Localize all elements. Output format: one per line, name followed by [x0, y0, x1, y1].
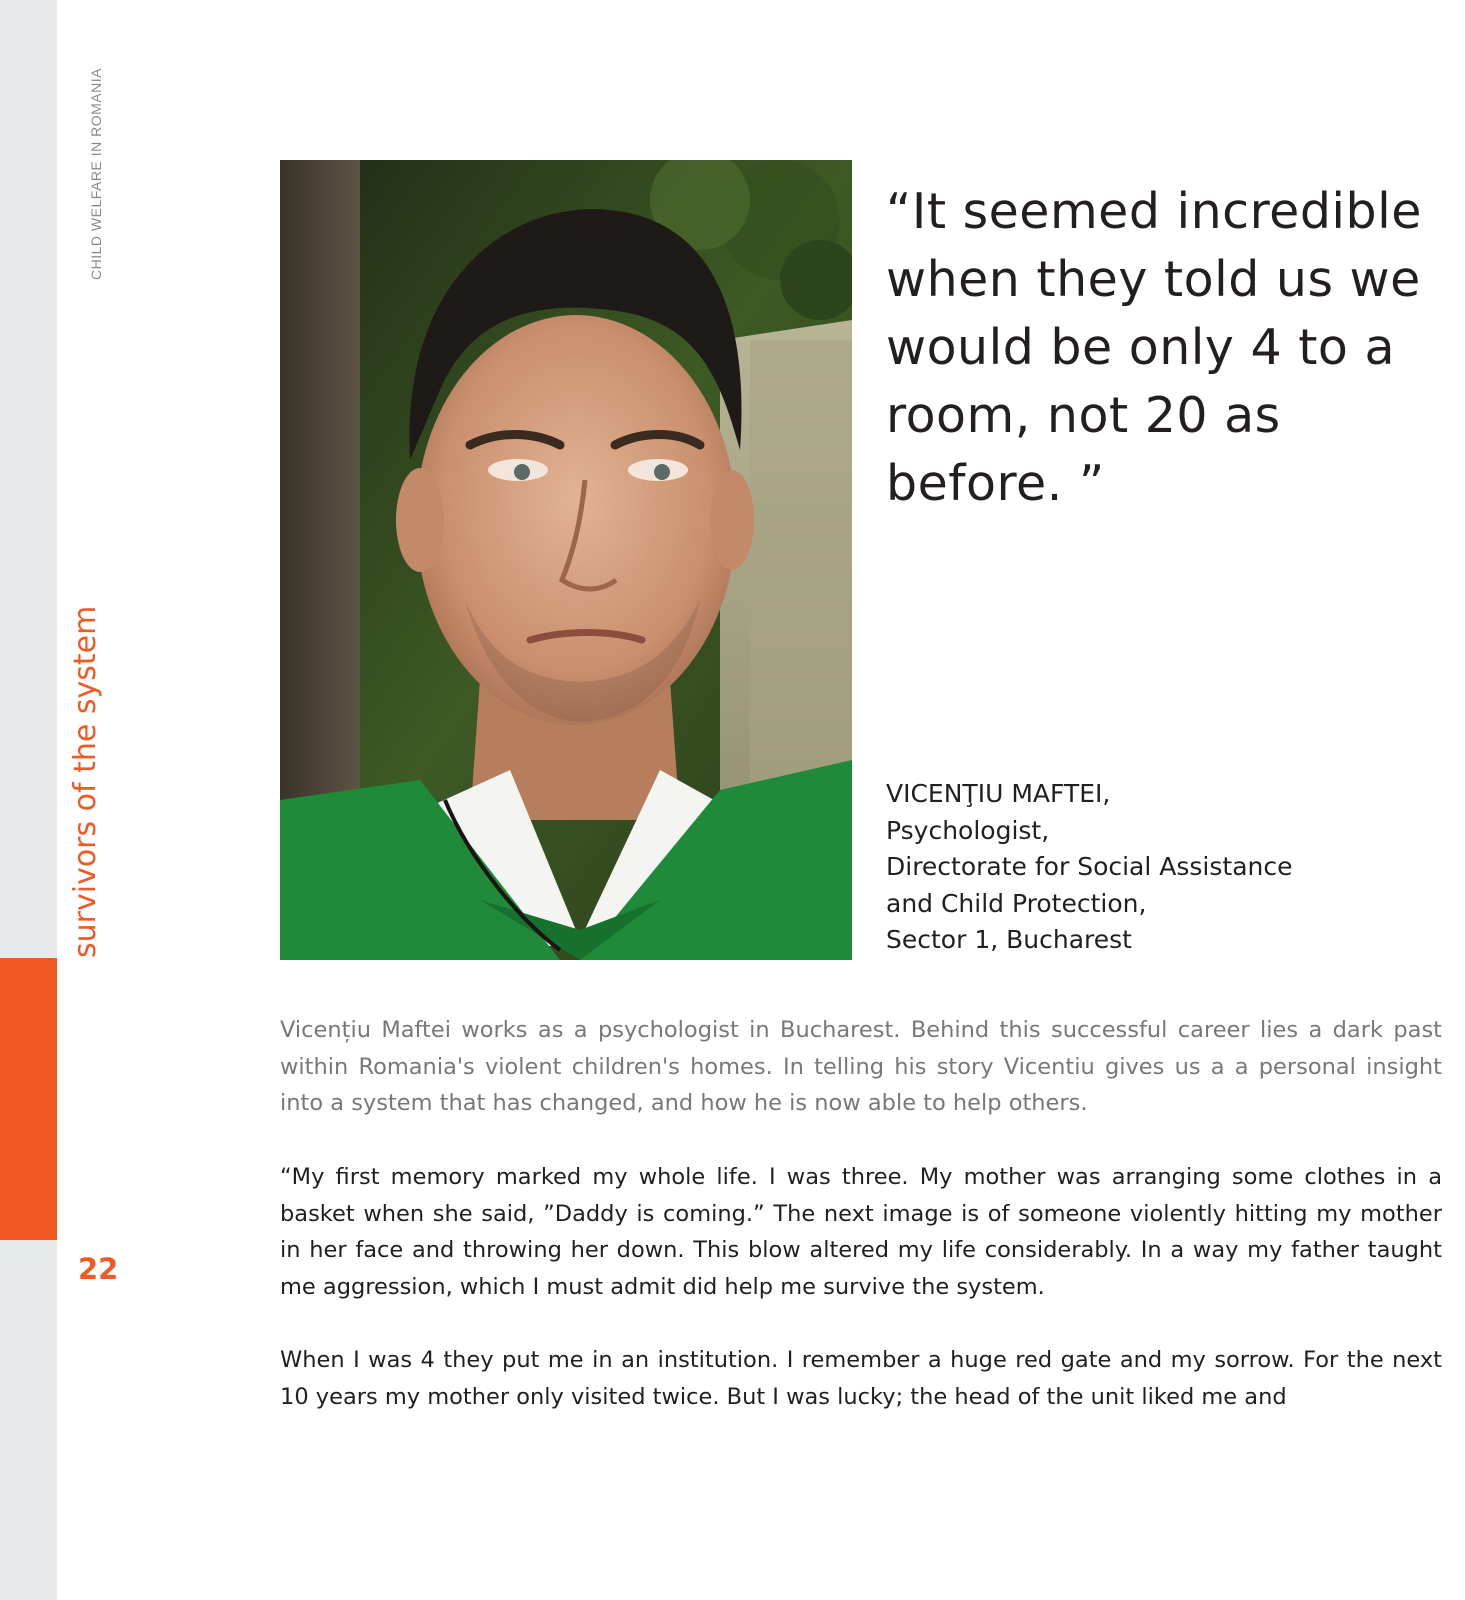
sidebar-band — [0, 0, 57, 1600]
portrait-illustration — [280, 160, 852, 960]
byline-title: Psychologist, — [886, 815, 1050, 845]
byline — [886, 776, 1446, 959]
intro-paragraph: Vicențiu Maftei works as a psychologist in Bucharest. Behind this successful career lies a dark past within Romania's violent children's homes. In telling his story Vicentiu gives us a a personal insight into a system that has changed, and how he is now able to help others. — [280, 1017, 1442, 1116]
pull-quote: “It seemed incredible when they told us we would be only 4 to a room, not 20 as before. ” — [886, 183, 1422, 512]
page-number: 22 — [78, 1252, 119, 1286]
section-title: survivors of the system — [68, 605, 103, 958]
byline-location: Sector 1, Bucharest — [886, 925, 1132, 954]
body-paragraph: “My first memory marked my whole life. I was three. My mother was arranging some clothes in a basket when she said, ”Daddy is coming.” The next image is of someone violently hitting my mother in her face and throwing her down. This blow altered my life considerably. In a way my father taught me aggression, which I must admit did help me survive the system. — [280, 1164, 1442, 1300]
byline-name: VICENŢIU MAFTEI, — [886, 779, 1111, 808]
portrait-photo — [280, 160, 852, 960]
running-head: CHILD WELFARE IN ROMANIA — [88, 68, 104, 280]
byline-organization: Directorate for Social Assistance — [886, 852, 1293, 881]
byline-organization-cont: and Child Protection, — [886, 888, 1147, 918]
section-color-tab — [0, 958, 57, 1240]
body-paragraph: When I was 4 they put me in an institution. I remember a huge red gate and my sorrow. For the next 10 years my mother only visited twice. But I was lucky; the head of the unit liked me and — [280, 1347, 1442, 1410]
